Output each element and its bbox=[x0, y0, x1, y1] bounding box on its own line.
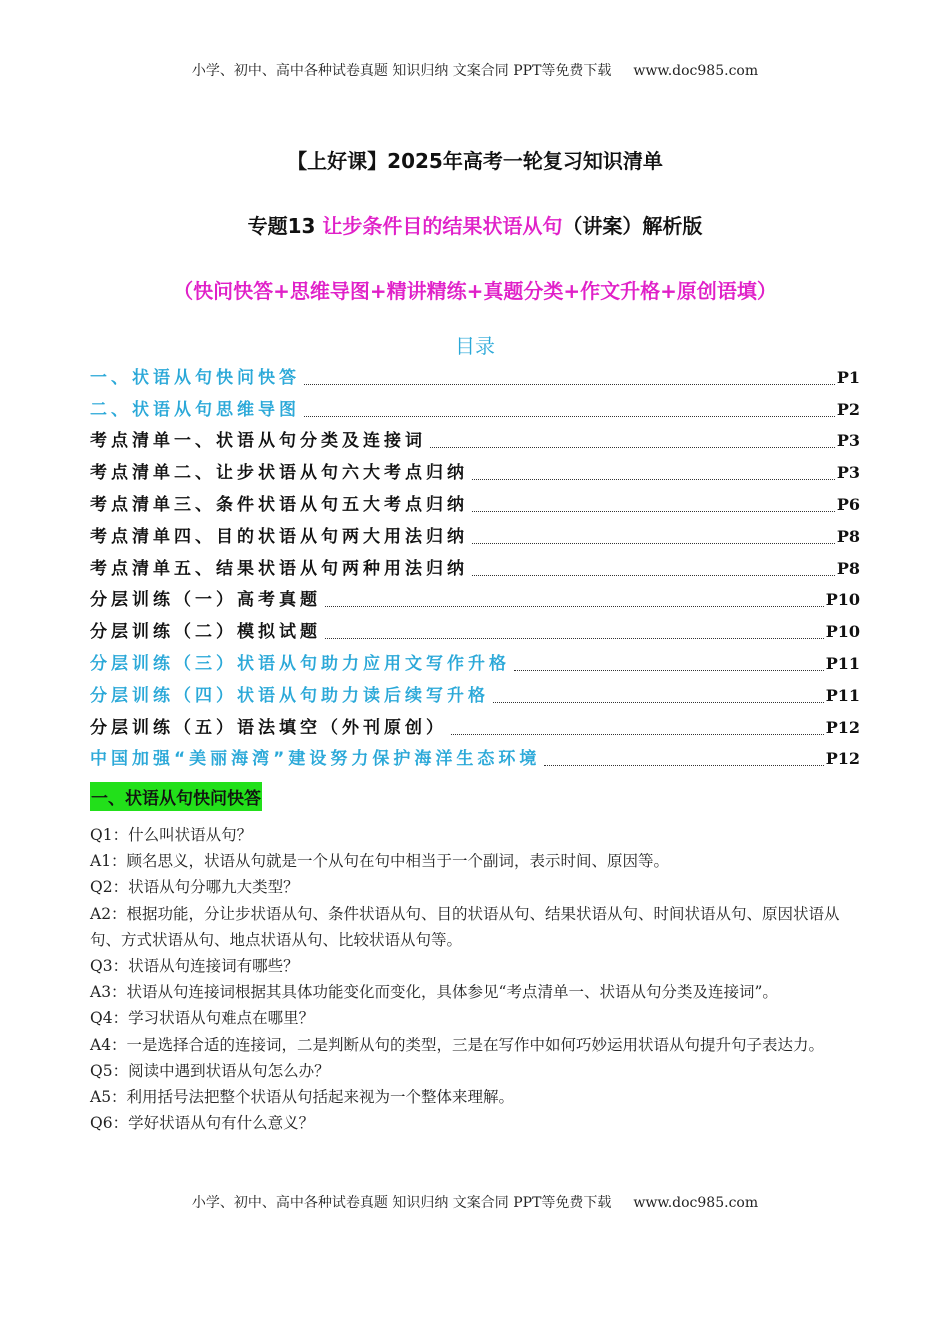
qa-item: A3：状语从句连接词根据其具体功能变化而变化，具体参见“考点清单一、状语从句分类及连接词”。 bbox=[90, 983, 778, 1002]
toc-leader bbox=[325, 637, 824, 639]
toc-leader bbox=[544, 764, 823, 766]
qa-item: A4：一是选择合适的连接词，二是判断从句的类型，三是在写作中如何巧妙运用状语从句提升句子表达力。 bbox=[90, 1035, 825, 1054]
subtitle: （快问快答+思维导图+精讲精练+真题分类+作文升格+原创语填） bbox=[173, 279, 777, 303]
footer-site-link[interactable]: www.doc985.com bbox=[633, 1195, 759, 1211]
toc-item-label: 考点清单三、条件状语从句五大考点归纳 bbox=[90, 494, 468, 515]
header-site-link[interactable]: www.doc985.com bbox=[633, 63, 759, 79]
toc-item-page: P8 bbox=[836, 526, 860, 546]
qa-item: Q2：状语从句分哪九大类型？ bbox=[90, 878, 299, 897]
topic-prefix: 专题13 bbox=[247, 214, 323, 238]
toc-item[interactable] bbox=[90, 548, 860, 580]
toc-item[interactable] bbox=[90, 707, 860, 739]
toc-item-page: P10 bbox=[825, 622, 860, 642]
qa-item: Q4：学习状语从句难点在哪里？ bbox=[90, 1009, 315, 1028]
toc-leader bbox=[304, 415, 835, 417]
page-footer bbox=[0, 1192, 950, 1212]
toc-item[interactable] bbox=[90, 357, 860, 389]
toc-item[interactable] bbox=[90, 421, 860, 453]
toc-leader bbox=[304, 383, 835, 385]
toc-item-page: P11 bbox=[825, 685, 860, 705]
qa-item: A5：利用括号法把整个状语从句括起来视为一个整体来理解。 bbox=[90, 1088, 515, 1107]
toc-item-label: 考点清单一、状语从句分类及连接词 bbox=[90, 431, 426, 452]
toc-leader bbox=[472, 574, 835, 576]
topic-title bbox=[0, 210, 950, 239]
toc-item-label: 考点清单四、目的状语从句两大用法归纳 bbox=[90, 526, 468, 547]
toc-item-page: P12 bbox=[825, 749, 860, 769]
qa-item: Q1：什么叫状语从句？ bbox=[90, 826, 253, 844]
toc-item-page: P10 bbox=[825, 590, 860, 610]
header-text: 小学、初中、高中各种试卷真题 知识归纳 文案合同 PPT等免费下载 bbox=[191, 63, 612, 79]
toc-item-page: P3 bbox=[836, 431, 860, 451]
toc-item-page: P12 bbox=[825, 717, 860, 737]
toc-item[interactable] bbox=[90, 675, 860, 707]
toc-item-label: 分层训练（二）模拟试题 bbox=[90, 622, 321, 643]
qa-item: Q6：学好状语从句有什么意义？ bbox=[90, 1114, 315, 1133]
toc-leader bbox=[472, 542, 835, 544]
toc-leader bbox=[325, 605, 824, 607]
toc-heading: 目录 bbox=[455, 334, 495, 358]
toc-item-page: P3 bbox=[836, 463, 860, 483]
toc-item-label: 考点清单二、让步状语从句六大考点归纳 bbox=[90, 463, 468, 484]
toc-item[interactable] bbox=[90, 452, 860, 484]
qa-item: Q5：阅读中遇到状语从句怎么办？ bbox=[90, 1061, 330, 1080]
toc-item[interactable] bbox=[90, 611, 860, 643]
table-of-contents bbox=[90, 357, 860, 770]
toc-item[interactable] bbox=[90, 739, 860, 771]
toc-item-label: 分层训练（三）状语从句助力应用文写作升格 bbox=[90, 653, 510, 674]
toc-item[interactable] bbox=[90, 643, 860, 675]
toc-item-label: 分层训练（一）高考真题 bbox=[90, 590, 321, 611]
toc-item[interactable] bbox=[90, 389, 860, 421]
page-header bbox=[0, 60, 950, 80]
toc-leader bbox=[451, 733, 824, 735]
qa-list bbox=[90, 822, 860, 1136]
toc-item[interactable] bbox=[90, 484, 860, 516]
toc-leader bbox=[472, 510, 835, 512]
qa-item: Q3：状语从句连接词有哪些？ bbox=[90, 957, 299, 976]
topic-suffix: （讲案）解析版 bbox=[562, 214, 703, 238]
toc-item-page: P8 bbox=[836, 558, 860, 578]
document-title: 【上好课】2025年高考一轮复习知识清单 bbox=[287, 149, 663, 173]
qa-item: A2：根据功能，分让步状语从句、条件状语从句、目的状语从句、结果状语从句、时间状语从句、原因状语从句、方式状语从句、地点状语从句、比较状语从句等。 bbox=[90, 904, 840, 949]
toc-leader bbox=[472, 478, 835, 480]
toc-item[interactable] bbox=[90, 580, 860, 612]
toc-item-label: 分层训练（四）状语从句助力读后续写升格 bbox=[90, 685, 489, 706]
toc-item-label: 一、状语从句快问快答 bbox=[90, 367, 300, 388]
toc-item-label: 考点清单五、结果状语从句两种用法归纳 bbox=[90, 558, 468, 579]
footer-text: 小学、初中、高中各种试卷真题 知识归纳 文案合同 PPT等免费下载 bbox=[191, 1195, 612, 1211]
topic-highlight: 让步条件目的结果状语从句 bbox=[322, 214, 563, 238]
toc-leader bbox=[430, 446, 835, 448]
toc-item-label: 分层训练（五）语法填空（外刊原创） bbox=[90, 717, 447, 738]
toc-leader bbox=[493, 701, 824, 703]
section-title: 一、状语从句快问快答 bbox=[90, 782, 262, 811]
toc-item-label: 二、状语从句思维导图 bbox=[90, 399, 300, 420]
toc-item-page: P1 bbox=[836, 367, 860, 387]
toc-item-page: P2 bbox=[836, 399, 860, 419]
toc-item-label: 中国加强“美丽海湾”建设努力保护海洋生态环境 bbox=[90, 749, 541, 770]
toc-item[interactable] bbox=[90, 516, 860, 548]
toc-item-page: P11 bbox=[825, 653, 860, 673]
qa-item: A1：顾名思义，状语从句就是一个从句在句中相当于一个副词，表示时间、原因等。 bbox=[90, 852, 670, 871]
toc-item-page: P6 bbox=[836, 494, 860, 514]
toc-leader bbox=[514, 669, 824, 671]
